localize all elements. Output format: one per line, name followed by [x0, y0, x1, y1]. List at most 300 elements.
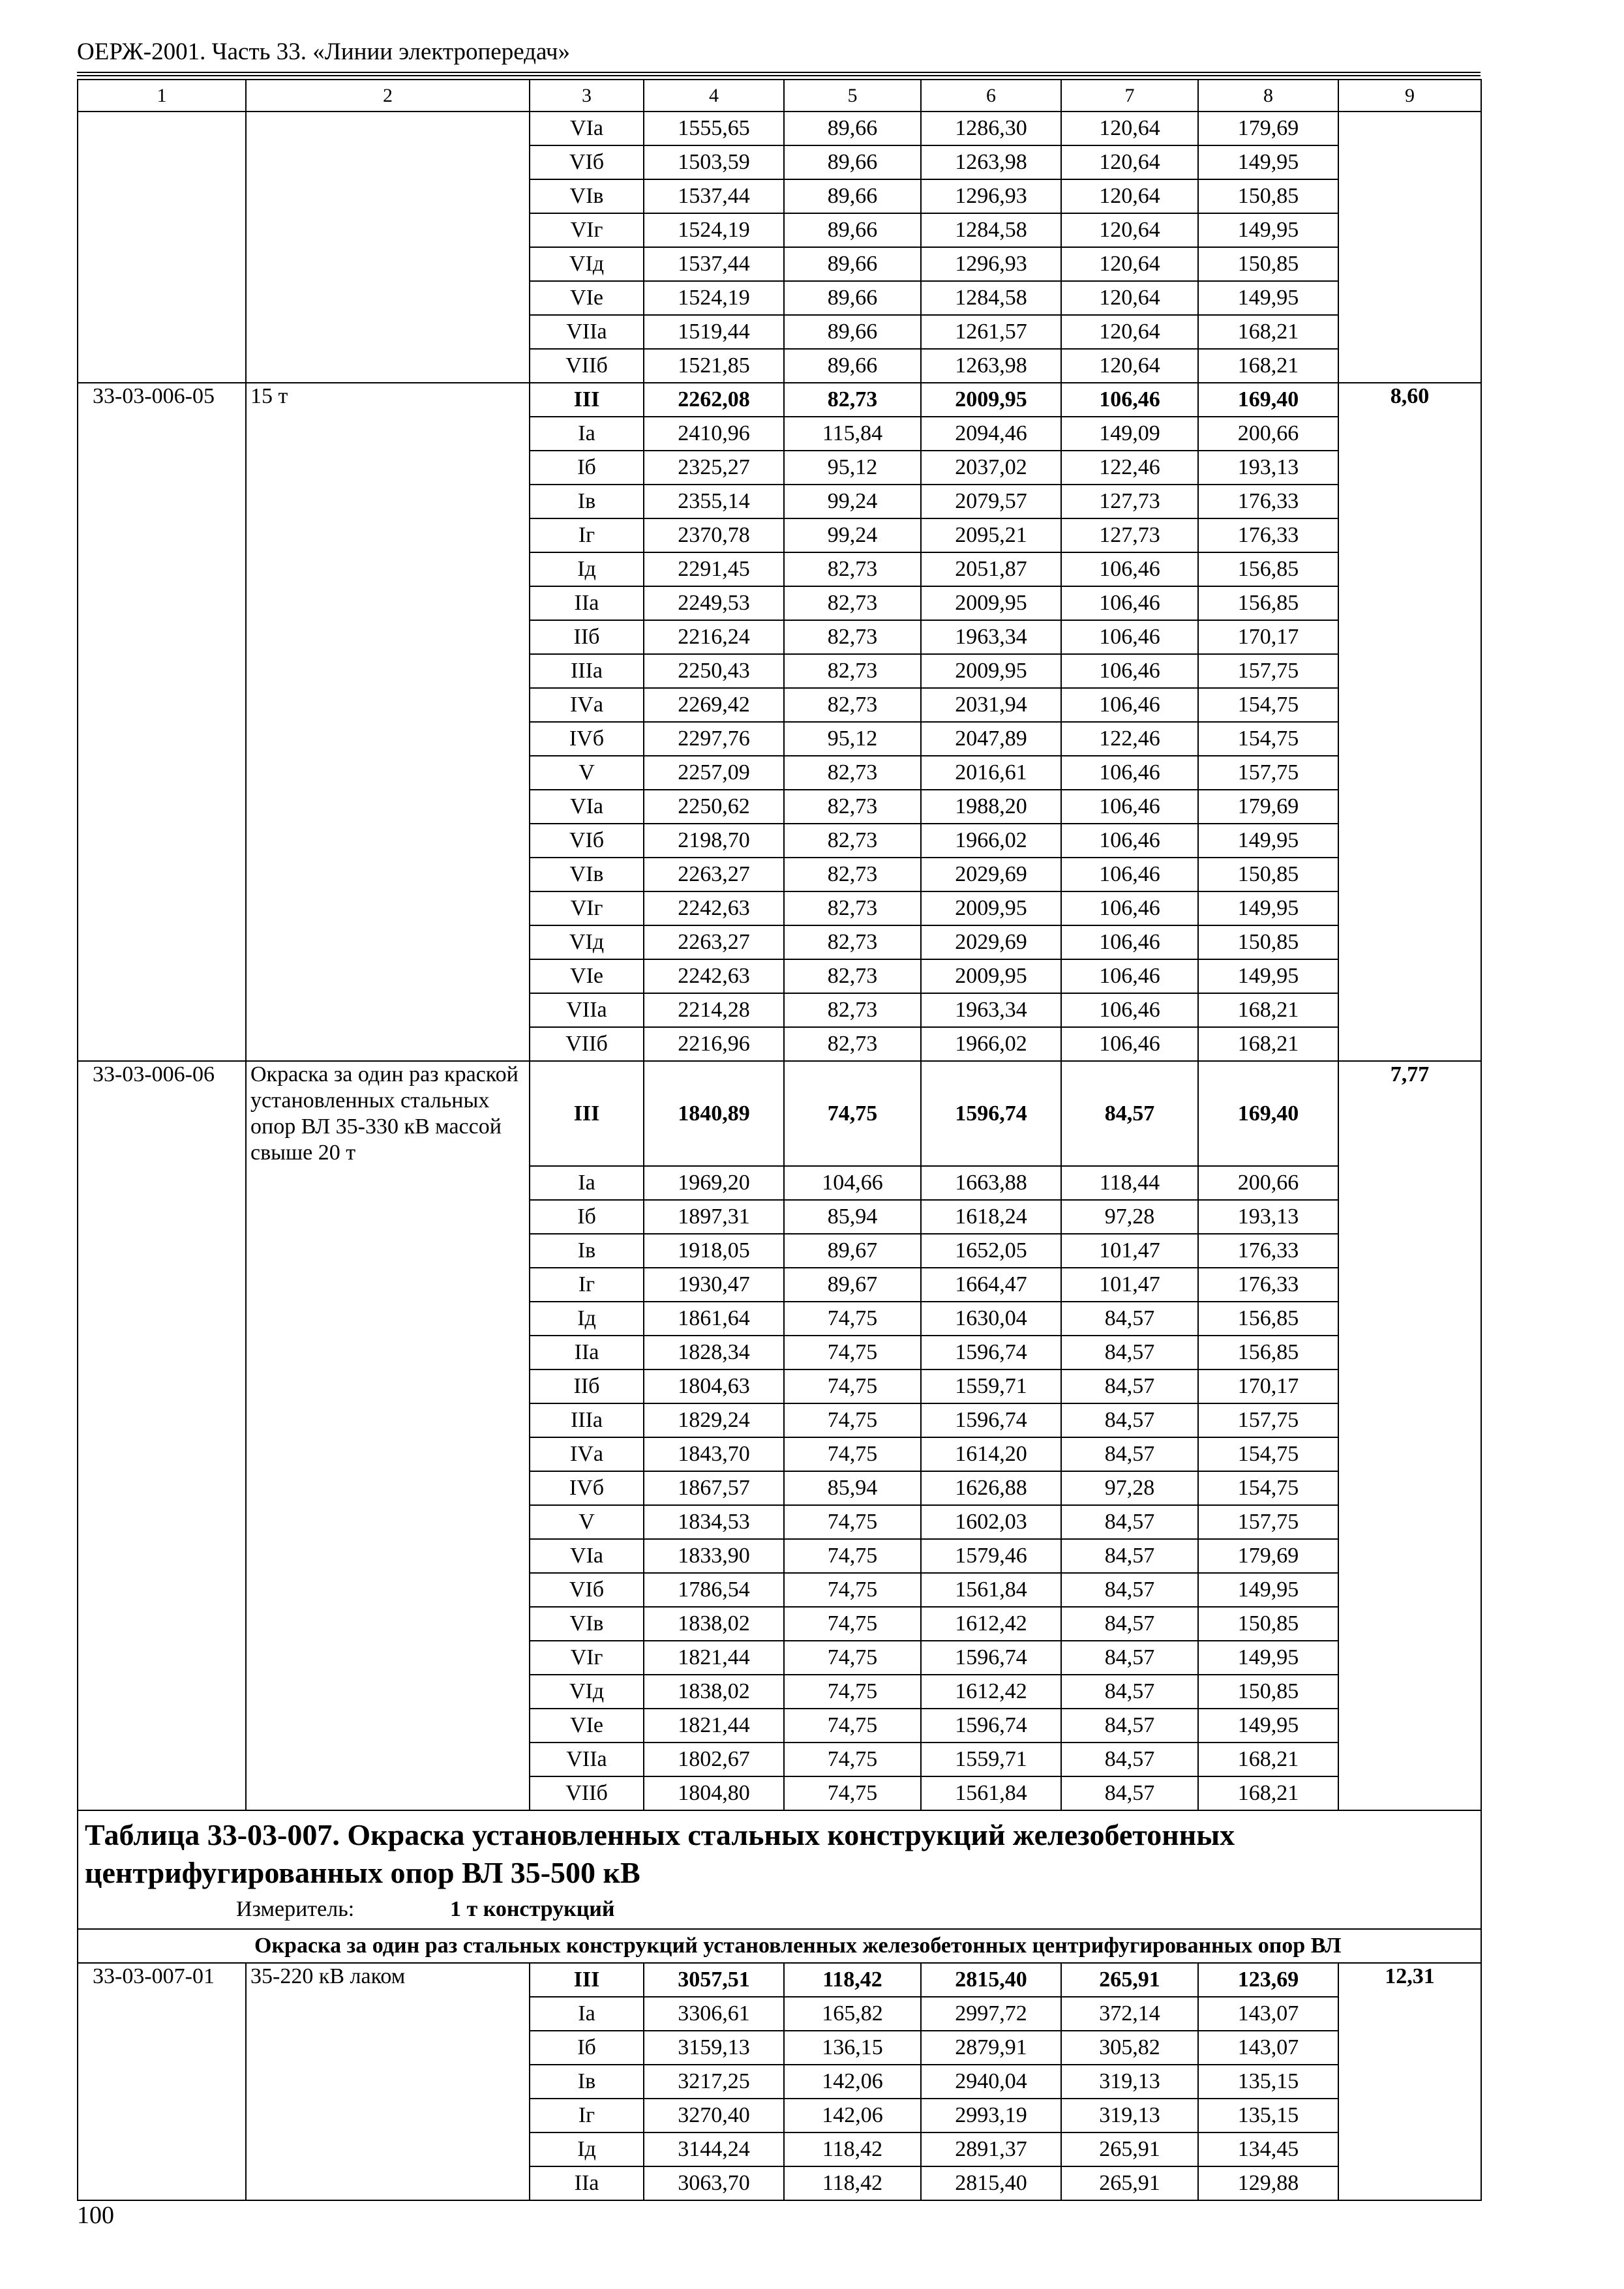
machinist-wages: 106,46 [1061, 1027, 1198, 1061]
rate-code-empty [78, 1997, 246, 2031]
labor-cost-empty [1338, 756, 1481, 790]
total-cost: 2370,78 [644, 518, 784, 552]
rate-description-empty [246, 2065, 530, 2099]
rate-code-empty [78, 1709, 246, 1743]
wages: 74,75 [784, 1369, 921, 1403]
total-cost: 1821,44 [644, 1641, 784, 1675]
total-cost: 3159,13 [644, 2031, 784, 2065]
zone-code: VIв [530, 179, 644, 213]
wages: 82,73 [784, 552, 921, 586]
total-cost: 2262,08 [644, 383, 784, 417]
materials-cost: 123,69 [1198, 1963, 1338, 1997]
wages: 74,75 [784, 1641, 921, 1675]
machine-costs: 2094,46 [921, 417, 1061, 451]
rate-code-empty [78, 1573, 246, 1607]
machine-costs: 2095,21 [921, 518, 1061, 552]
rate-description-empty [246, 722, 530, 756]
zone-code: IVа [530, 1437, 644, 1471]
materials-cost: 154,75 [1198, 1437, 1338, 1471]
wages: 95,12 [784, 722, 921, 756]
labor-cost-empty [1338, 790, 1481, 824]
table-row [78, 1539, 1481, 1573]
materials-cost: 157,75 [1198, 1505, 1338, 1539]
machine-costs: 1652,05 [921, 1234, 1061, 1268]
table-row [78, 2031, 1481, 2065]
total-cost: 1537,44 [644, 179, 784, 213]
wages: 115,84 [784, 417, 921, 451]
rate-code-empty [78, 722, 246, 756]
total-cost: 2263,27 [644, 858, 784, 891]
labor-cost-empty [1338, 620, 1481, 654]
materials-cost: 149,95 [1198, 1641, 1338, 1675]
labor-cost-empty [1338, 993, 1481, 1027]
rate-description-empty [246, 891, 530, 925]
table-row [78, 722, 1481, 756]
wages: 85,94 [784, 1471, 921, 1505]
machinist-wages: 127,73 [1061, 485, 1198, 518]
wages: 89,66 [784, 179, 921, 213]
zone-code: VIIа [530, 315, 644, 349]
wages: 74,75 [784, 1776, 921, 1810]
zone-code: IVб [530, 1471, 644, 1505]
page-number: 100 [77, 2202, 114, 2229]
wages: 82,73 [784, 858, 921, 891]
machine-costs: 1963,34 [921, 993, 1061, 1027]
materials-cost: 154,75 [1198, 1471, 1338, 1505]
rate-code-empty [78, 1539, 246, 1573]
machine-costs: 2940,04 [921, 2065, 1061, 2099]
rate-description-empty [246, 1675, 530, 1709]
wages: 82,73 [784, 824, 921, 858]
rate-description-empty [246, 688, 530, 722]
zone-code: IIа [530, 586, 644, 620]
total-cost: 1537,44 [644, 247, 784, 281]
machine-costs: 2029,69 [921, 925, 1061, 959]
materials-cost: 150,85 [1198, 1675, 1338, 1709]
labor-cost-empty [1338, 179, 1481, 213]
materials-cost: 149,95 [1198, 145, 1338, 179]
labor-cost-empty [1338, 518, 1481, 552]
machinist-wages: 84,57 [1061, 1607, 1198, 1641]
total-cost: 1524,19 [644, 281, 784, 315]
rate-code-empty [78, 1471, 246, 1505]
machinist-wages: 84,57 [1061, 1302, 1198, 1336]
materials-cost: 176,33 [1198, 1268, 1338, 1302]
column-header: 5 [784, 80, 921, 112]
rate-description-empty [246, 1437, 530, 1471]
total-cost: 2325,27 [644, 451, 784, 485]
machine-costs: 2815,40 [921, 1963, 1061, 1997]
wages: 74,75 [784, 1709, 921, 1743]
labor-cost-empty [1338, 145, 1481, 179]
machine-costs: 1602,03 [921, 1505, 1061, 1539]
machine-costs: 1596,74 [921, 1061, 1061, 1166]
materials-cost: 176,33 [1198, 485, 1338, 518]
total-cost: 1786,54 [644, 1573, 784, 1607]
labor-cost-empty [1338, 1539, 1481, 1573]
total-cost: 2269,42 [644, 688, 784, 722]
rate-code-empty [78, 959, 246, 993]
materials-cost: 150,85 [1198, 858, 1338, 891]
table-row [78, 1302, 1481, 1336]
table-row [78, 1336, 1481, 1369]
zone-code: Iб [530, 451, 644, 485]
materials-cost: 150,85 [1198, 1607, 1338, 1641]
wages: 165,82 [784, 1997, 921, 2031]
zone-code: IIIа [530, 654, 644, 688]
materials-cost: 170,17 [1198, 1369, 1338, 1403]
table-row [78, 925, 1481, 959]
rate-code-empty [78, 417, 246, 451]
machine-costs: 2031,94 [921, 688, 1061, 722]
zone-code: III [530, 1963, 644, 1997]
total-cost: 1828,34 [644, 1336, 784, 1369]
total-cost: 1861,64 [644, 1302, 784, 1336]
column-header: 6 [921, 80, 1061, 112]
machinist-wages: 106,46 [1061, 925, 1198, 959]
zone-code: Iб [530, 1200, 644, 1234]
wages: 82,73 [784, 688, 921, 722]
table-row [78, 2099, 1481, 2132]
wages: 104,66 [784, 1166, 921, 1200]
materials-cost: 168,21 [1198, 1027, 1338, 1061]
zone-code: Iд [530, 2132, 644, 2166]
wages: 82,73 [784, 993, 921, 1027]
table-row [78, 518, 1481, 552]
rate-code-empty [78, 1403, 246, 1437]
labor-cost: 7,77 [1338, 1061, 1481, 1166]
materials-cost: 135,15 [1198, 2099, 1338, 2132]
zone-code: Iа [530, 417, 644, 451]
materials-cost: 168,21 [1198, 1743, 1338, 1776]
machine-costs: 1296,93 [921, 247, 1061, 281]
rate-code-empty [78, 1437, 246, 1471]
machine-costs: 1626,88 [921, 1471, 1061, 1505]
total-cost: 2216,96 [644, 1027, 784, 1061]
machine-costs: 2016,61 [921, 756, 1061, 790]
materials-cost: 157,75 [1198, 1403, 1338, 1437]
machine-costs: 1596,74 [921, 1709, 1061, 1743]
labor-cost-empty [1338, 586, 1481, 620]
machine-costs: 2997,72 [921, 1997, 1061, 2031]
machinist-wages: 84,57 [1061, 1641, 1198, 1675]
rate-code-empty [78, 485, 246, 518]
wages: 118,42 [784, 2166, 921, 2200]
wages: 89,66 [784, 281, 921, 315]
zone-code: IVа [530, 688, 644, 722]
labor-cost-empty [1338, 1437, 1481, 1471]
rate-code-empty [78, 654, 246, 688]
total-cost: 2242,63 [644, 959, 784, 993]
machine-costs: 1559,71 [921, 1369, 1061, 1403]
rate-code-empty [78, 1234, 246, 1268]
section-row [78, 1929, 1481, 1963]
total-cost: 3306,61 [644, 1997, 784, 2031]
materials-cost: 200,66 [1198, 1166, 1338, 1200]
wages: 74,75 [784, 1505, 921, 1539]
table-row [78, 1776, 1481, 1810]
machinist-wages: 120,64 [1061, 315, 1198, 349]
rate-description-empty [246, 1403, 530, 1437]
wages: 89,66 [784, 247, 921, 281]
rate-code-empty [78, 247, 246, 281]
total-cost: 1802,67 [644, 1743, 784, 1776]
rate-description-empty [246, 1234, 530, 1268]
materials-cost: 149,95 [1198, 1573, 1338, 1607]
wages: 82,73 [784, 383, 921, 417]
total-cost: 1524,19 [644, 213, 784, 247]
machine-costs: 1559,71 [921, 1743, 1061, 1776]
rate-description-empty [246, 1573, 530, 1607]
table-row [78, 247, 1481, 281]
rate-description-empty [246, 1776, 530, 1810]
labor-cost-empty [1338, 2166, 1481, 2200]
wages: 74,75 [784, 1539, 921, 1573]
machinist-wages: 84,57 [1061, 1336, 1198, 1369]
measure-value: 1 т конструкций [450, 1897, 615, 1921]
machine-costs: 1596,74 [921, 1336, 1061, 1369]
wages: 82,73 [784, 756, 921, 790]
rate-code-empty [78, 1743, 246, 1776]
rate-description-empty [246, 620, 530, 654]
labor-cost-empty [1338, 1027, 1481, 1061]
materials-cost: 154,75 [1198, 722, 1338, 756]
labor-cost-empty [1338, 1268, 1481, 1302]
wages: 74,75 [784, 1607, 921, 1641]
machinist-wages: 118,44 [1061, 1166, 1198, 1200]
labor-cost-empty [1338, 1302, 1481, 1336]
materials-cost: 154,75 [1198, 688, 1338, 722]
materials-cost: 170,17 [1198, 620, 1338, 654]
table-row [78, 1997, 1481, 2031]
table-row [78, 1234, 1481, 1268]
machinist-wages: 120,64 [1061, 112, 1198, 145]
machine-costs: 2815,40 [921, 2166, 1061, 2200]
machinist-wages: 84,57 [1061, 1403, 1198, 1437]
measure-label: Измеритель: [236, 1897, 355, 1921]
table-row [78, 417, 1481, 451]
labor-cost-empty [1338, 2132, 1481, 2166]
machinist-wages: 106,46 [1061, 824, 1198, 858]
materials-cost: 150,85 [1198, 247, 1338, 281]
materials-cost: 149,95 [1198, 959, 1338, 993]
machinist-wages: 84,57 [1061, 1709, 1198, 1743]
machine-costs: 1596,74 [921, 1641, 1061, 1675]
table-row [78, 213, 1481, 247]
machine-costs: 1612,42 [921, 1607, 1061, 1641]
zone-code: IIа [530, 2166, 644, 2200]
rate-description-empty [246, 213, 530, 247]
column-header: 3 [530, 80, 644, 112]
rate-description-empty [246, 349, 530, 383]
machinist-wages: 84,57 [1061, 1776, 1198, 1810]
rate-description-empty [246, 1607, 530, 1641]
table-row [78, 552, 1481, 586]
rate-code-empty [78, 518, 246, 552]
zone-code: Iв [530, 485, 644, 518]
labor-cost-empty [1338, 1776, 1481, 1810]
rate-code-empty [78, 315, 246, 349]
measure-line [85, 1896, 1474, 1923]
wages: 74,75 [784, 1675, 921, 1709]
labor-cost-empty [1338, 858, 1481, 891]
machinist-wages: 122,46 [1061, 451, 1198, 485]
materials-cost: 169,40 [1198, 383, 1338, 417]
labor-cost-empty [1338, 1997, 1481, 2031]
machine-costs: 2047,89 [921, 722, 1061, 756]
materials-cost: 168,21 [1198, 315, 1338, 349]
materials-cost: 149,95 [1198, 891, 1338, 925]
machine-costs: 1614,20 [921, 1437, 1061, 1471]
rate-code: 33-03-007-01 [78, 1963, 246, 1997]
wages: 89,66 [784, 349, 921, 383]
machine-costs: 1263,98 [921, 145, 1061, 179]
machine-costs: 2051,87 [921, 552, 1061, 586]
total-cost: 3063,70 [644, 2166, 784, 2200]
table-row [78, 383, 1481, 417]
rate-code-empty [78, 891, 246, 925]
machinist-wages: 84,57 [1061, 1573, 1198, 1607]
rate-description-empty [246, 552, 530, 586]
machinist-wages: 120,64 [1061, 247, 1198, 281]
machinist-wages: 106,46 [1061, 383, 1198, 417]
labor-cost-empty [1338, 891, 1481, 925]
total-cost: 2249,53 [644, 586, 784, 620]
labor-cost-empty [1338, 485, 1481, 518]
rate-description-empty [246, 1709, 530, 1743]
wages: 74,75 [784, 1336, 921, 1369]
table-row [78, 1709, 1481, 1743]
labor-cost [1338, 112, 1481, 145]
machine-costs: 1579,46 [921, 1539, 1061, 1573]
zone-code: VIа [530, 112, 644, 145]
machine-costs: 2879,91 [921, 2031, 1061, 2065]
rate-code-empty [78, 2166, 246, 2200]
table-row [78, 349, 1481, 383]
machinist-wages: 106,46 [1061, 756, 1198, 790]
zone-code: VIд [530, 1675, 644, 1709]
labor-cost-empty [1338, 1166, 1481, 1200]
zone-code: Iа [530, 1166, 644, 1200]
rate-code-empty [78, 824, 246, 858]
table-row [78, 959, 1481, 993]
rate-code-empty [78, 1369, 246, 1403]
rate-description-empty [246, 1166, 530, 1200]
rate-code-empty [78, 1268, 246, 1302]
labor-cost-empty [1338, 281, 1481, 315]
rate-description-empty [246, 2132, 530, 2166]
materials-cost: 176,33 [1198, 518, 1338, 552]
zone-code: Iг [530, 1268, 644, 1302]
rate-code-empty [78, 1607, 246, 1641]
materials-cost: 150,85 [1198, 179, 1338, 213]
rate-code: 33-03-006-06 [78, 1061, 246, 1166]
section-heading: Окраска за один раз стальных конструкций установленных железобетонных центрифугированных опор ВЛ [78, 1929, 1481, 1963]
zone-code: VIг [530, 1641, 644, 1675]
total-cost: 1867,57 [644, 1471, 784, 1505]
table-row [78, 1471, 1481, 1505]
column-header: 8 [1198, 80, 1338, 112]
header-rule [77, 72, 1481, 76]
machine-costs: 1630,04 [921, 1302, 1061, 1336]
machine-costs: 2009,95 [921, 959, 1061, 993]
machine-costs: 1966,02 [921, 1027, 1061, 1061]
wages: 136,15 [784, 2031, 921, 2065]
table-row [78, 485, 1481, 518]
machine-costs: 1286,30 [921, 112, 1061, 145]
rate-code-empty [78, 1505, 246, 1539]
wages: 82,73 [784, 620, 921, 654]
total-cost: 1503,59 [644, 145, 784, 179]
total-cost: 2216,24 [644, 620, 784, 654]
wages: 74,75 [784, 1573, 921, 1607]
labor-cost-empty [1338, 247, 1481, 281]
zone-code: IIIа [530, 1403, 644, 1437]
machinist-wages: 106,46 [1061, 891, 1198, 925]
total-cost: 1918,05 [644, 1234, 784, 1268]
total-cost: 1930,47 [644, 1268, 784, 1302]
rate-code-empty [78, 790, 246, 824]
machine-costs: 1561,84 [921, 1776, 1061, 1810]
machinist-wages: 106,46 [1061, 790, 1198, 824]
total-cost: 2198,70 [644, 824, 784, 858]
zone-code: VIб [530, 824, 644, 858]
rate-description-empty [246, 247, 530, 281]
rate-description-empty [246, 993, 530, 1027]
total-cost: 2242,63 [644, 891, 784, 925]
table-row [78, 993, 1481, 1027]
labor-cost-empty [1338, 1369, 1481, 1403]
column-number-row [78, 80, 1481, 112]
table-row [78, 858, 1481, 891]
machine-costs: 1618,24 [921, 1200, 1061, 1234]
total-cost: 3057,51 [644, 1963, 784, 1997]
materials-cost: 150,85 [1198, 925, 1338, 959]
materials-cost: 179,69 [1198, 790, 1338, 824]
materials-cost: 168,21 [1198, 349, 1338, 383]
total-cost: 1843,70 [644, 1437, 784, 1471]
machinist-wages: 84,57 [1061, 1743, 1198, 1776]
machinist-wages: 106,46 [1061, 993, 1198, 1027]
table-title-row [78, 1810, 1481, 1929]
materials-cost: 179,69 [1198, 1539, 1338, 1573]
zone-code: III [530, 383, 644, 417]
total-cost: 2263,27 [644, 925, 784, 959]
machinist-wages: 120,64 [1061, 145, 1198, 179]
machine-costs: 2029,69 [921, 858, 1061, 891]
wages: 118,42 [784, 1963, 921, 1997]
zone-code: IIб [530, 1369, 644, 1403]
labor-cost-empty [1338, 2031, 1481, 2065]
rate-description-empty [246, 518, 530, 552]
table-row [78, 145, 1481, 179]
zone-code: VIIб [530, 1776, 644, 1810]
zone-code: Iв [530, 2065, 644, 2099]
labor-cost-empty [1338, 688, 1481, 722]
machine-costs: 2037,02 [921, 451, 1061, 485]
materials-cost: 149,95 [1198, 213, 1338, 247]
rate-description-empty [246, 1302, 530, 1336]
wages: 89,67 [784, 1268, 921, 1302]
materials-cost: 149,95 [1198, 281, 1338, 315]
rate-code-empty [78, 2031, 246, 2065]
total-cost: 3217,25 [644, 2065, 784, 2099]
column-header: 2 [246, 80, 530, 112]
table-row [78, 2065, 1481, 2099]
machinist-wages: 106,46 [1061, 858, 1198, 891]
labor-cost: 8,60 [1338, 383, 1481, 417]
rate-code-empty [78, 586, 246, 620]
